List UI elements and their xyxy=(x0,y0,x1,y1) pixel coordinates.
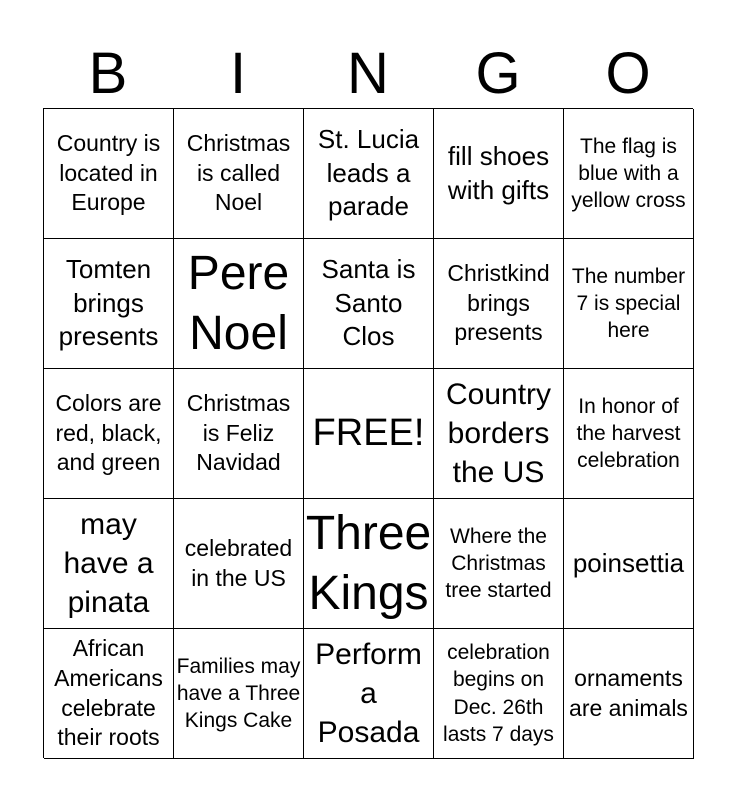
bingo-cell[interactable]: The number 7 is special here xyxy=(564,239,694,369)
bingo-cell[interactable]: The flag is blue with a yellow cross xyxy=(564,109,694,239)
bingo-cell[interactable]: Colors are red, black, and green xyxy=(44,369,174,499)
bingo-cell[interactable]: ornaments are animals xyxy=(564,629,694,759)
bingo-cell[interactable]: Christmas is called Noel xyxy=(174,109,304,239)
bingo-header xyxy=(43,40,693,108)
bingo-cell[interactable]: In honor of the harvest celebration xyxy=(564,369,694,499)
header-letter-b: B xyxy=(88,41,128,106)
bingo-cell[interactable]: poinsettia xyxy=(564,499,694,629)
bingo-cell[interactable]: celebration begins on Dec. 26th lasts 7 days xyxy=(434,629,564,759)
bingo-cell[interactable]: Christmas is Feliz Navidad xyxy=(174,369,304,499)
bingo-cell[interactable]: may have a pinata xyxy=(44,499,174,629)
bingo-cell[interactable]: Three Kings xyxy=(304,499,434,629)
bingo-cell[interactable]: fill shoes with gifts xyxy=(434,109,564,239)
bingo-cell-free[interactable]: FREE! xyxy=(304,369,434,499)
bingo-cell[interactable]: Country borders the US xyxy=(434,369,564,499)
header-letter-i: I xyxy=(229,41,247,106)
bingo-cell[interactable]: Pere Noel xyxy=(174,239,304,369)
bingo-grid xyxy=(43,108,693,758)
bingo-cell[interactable]: celebrated in the US xyxy=(174,499,304,629)
bingo-cell[interactable]: St. Lucia leads a parade xyxy=(304,109,434,239)
bingo-cell[interactable]: Where the Christmas tree started xyxy=(434,499,564,629)
bingo-cell[interactable]: Christkind brings presents xyxy=(434,239,564,369)
bingo-cell[interactable]: African Americans celebrate their roots xyxy=(44,629,174,759)
header-letter-n: N xyxy=(347,41,389,106)
bingo-cell[interactable]: Country is located in Europe xyxy=(44,109,174,239)
bingo-cell[interactable]: Santa is Santo Clos xyxy=(304,239,434,369)
bingo-cell[interactable]: Families may have a Three Kings Cake xyxy=(174,629,304,759)
bingo-cell[interactable]: Tomten brings presents xyxy=(44,239,174,369)
header-letter-g: G xyxy=(475,41,521,106)
header-letter-o: O xyxy=(605,41,651,106)
bingo-cell[interactable]: Perform a Posada xyxy=(304,629,434,759)
